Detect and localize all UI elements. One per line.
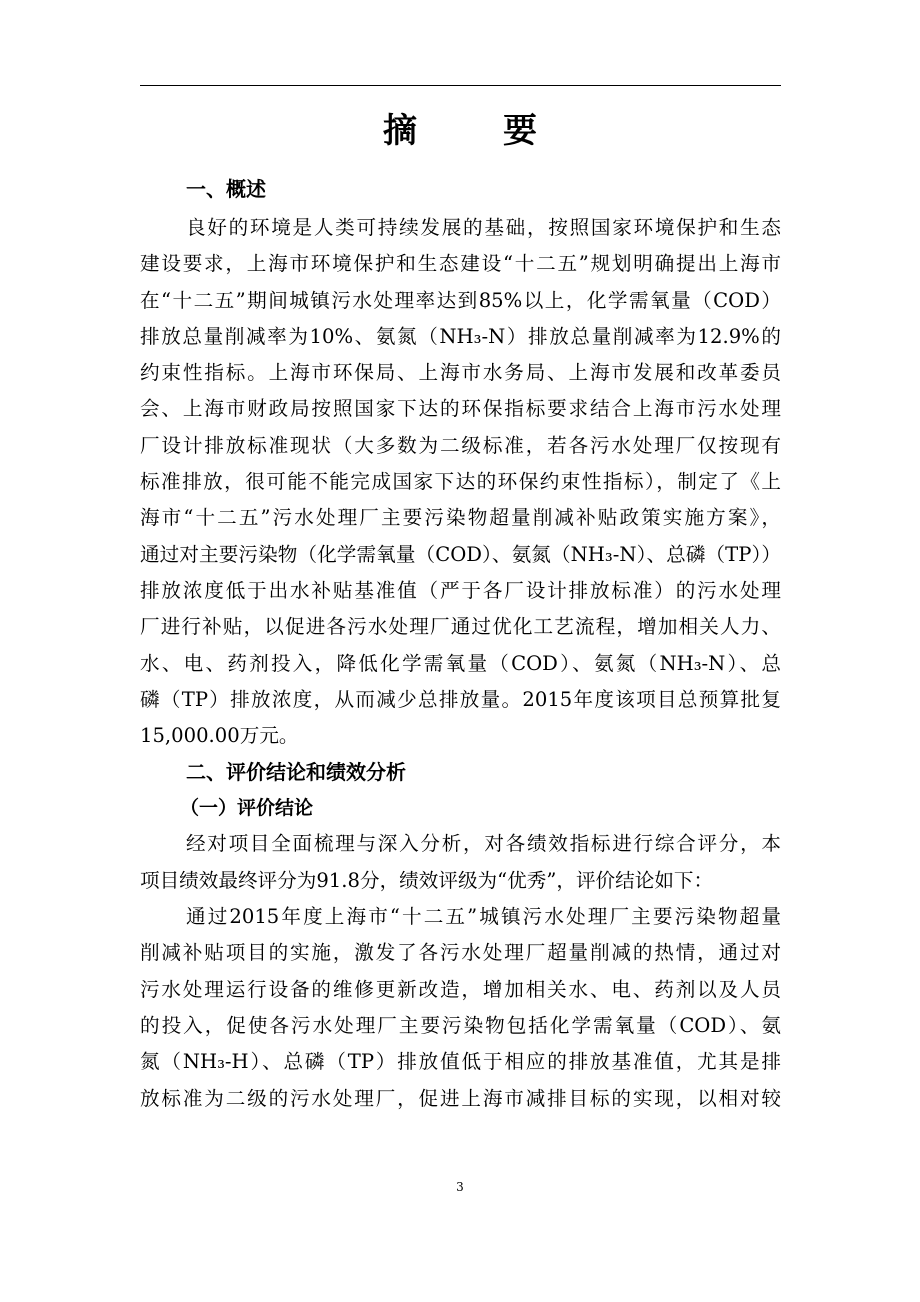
paragraph-line: 约束性指标。上海市环保局、上海市水务局、上海市发展和改革委员 <box>140 361 781 385</box>
paragraph-line: 项目绩效最终评分为91.8分，绩效评级为“优秀”，评价结论如下： <box>140 868 714 892</box>
subsection-heading-conclusion: （一）评价结论 <box>180 797 314 820</box>
conclusion-paragraph <box>140 826 781 899</box>
paragraph-line: 15,000.00万元。 <box>140 724 299 748</box>
paragraph-line: 水、电、药剂投入，降低化学需氧量（COD）、氨氮（NH₃-N）、总 <box>140 651 781 675</box>
paragraph-line: 通过2015年度上海市“十二五”城镇污水处理厂主要污染物超量 <box>186 905 781 929</box>
section-heading-evaluation: 二、评价结论和绩效分析 <box>186 760 406 785</box>
paragraph-line: 建设要求，上海市环境保护和生态建设“十二五”规划明确提出上海市 <box>140 252 781 276</box>
page-title: 摘 要 <box>383 111 563 151</box>
document-body <box>140 174 781 1117</box>
page-number: 3 <box>456 1180 464 1194</box>
paragraph-line: 放标准为二级的污水处理厂，促进上海市减排目标的实现，以相对较 <box>140 1086 781 1110</box>
paragraph-line: 经对项目全面梳理与深入分析，对各绩效指标进行综合评分，本 <box>186 832 781 856</box>
paragraph-line: 的投入，促使各污水处理厂主要污染物包括化学需氧量（COD）、氨 <box>140 1013 781 1037</box>
paragraph-line: 排放总量削减率为10%、氨氮（NH₃-N）排放总量削减率为12.9%的 <box>140 324 781 348</box>
paragraph-line: 海市“十二五”污水处理厂主要污染物超量削减补贴政策实施方案》， <box>140 506 781 530</box>
header-rule <box>140 85 781 86</box>
paragraph-line: 磷（TP）排放浓度，从而减少总排放量。2015年度该项目总预算批复 <box>140 687 781 711</box>
paragraph-line: 氮（NH₃-H）、总磷（TP）排放值低于相应的排放基准值，尤其是排 <box>140 1050 781 1074</box>
paragraph-line: 厂设计排放标准现状（大多数为二级标准，若各污水处理厂仅按现有 <box>140 433 781 457</box>
paragraph-line: 通过对主要污染物（化学需氧量（COD）、氨氮（NH₃-N）、总磷（TP）） <box>140 542 781 566</box>
section-heading-overview: 一、概述 <box>186 177 266 201</box>
paragraph-line: 削减补贴项目的实施，激发了各污水处理厂超量削减的热情，通过对 <box>140 941 781 965</box>
implementation-paragraph <box>140 899 781 1117</box>
overview-paragraph <box>140 210 781 754</box>
paragraph-line: 会、上海市财政局按照国家下达的环保指标要求结合上海市污水处理 <box>140 397 781 421</box>
paragraph-line: 良好的环境是人类可持续发展的基础，按照国家环境保护和生态 <box>186 216 781 239</box>
paragraph-line: 排放浓度低于出水补贴基准值（严于各厂设计排放标准）的污水处理 <box>140 578 781 602</box>
paragraph-line: 在“十二五”期间城镇污水处理率达到85%以上，化学需氧量（COD） <box>140 288 781 312</box>
paragraph-line: 标准排放，很可能不能完成国家下达的环保约束性指标），制定了《上 <box>140 470 781 494</box>
paragraph-line: 污水处理运行设备的维修更新改造，增加相关水、电、药剂以及人员 <box>140 977 781 1001</box>
paragraph-line: 厂进行补贴，以促进各污水处理厂通过优化工艺流程，增加相关人力、 <box>140 615 781 639</box>
